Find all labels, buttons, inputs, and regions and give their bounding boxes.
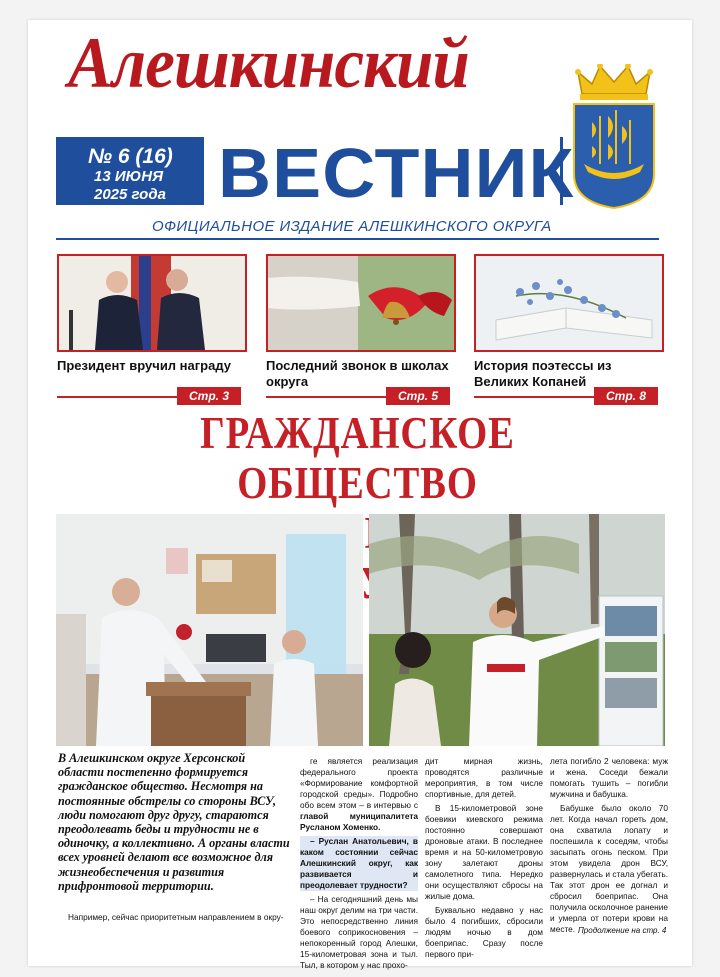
article-lead-text (58, 912, 294, 923)
newspaper-page (28, 20, 692, 970)
teaser-last-bell-caption: Последний звонок в школах округа (266, 358, 449, 389)
headline-line-1: ГРАЖДАНСКОЕ ОБЩЕСТВО (200, 408, 515, 508)
teaser-poetess-photo (474, 254, 664, 352)
article-column-3 (425, 756, 543, 963)
continued-note[interactable]: Продолжение на стр. 4 (578, 926, 667, 935)
article-column-4 (550, 756, 668, 938)
page-ref-poetess[interactable]: Стр. 8 (594, 387, 658, 405)
page-ref-line-3 (474, 396, 594, 398)
coat-of-arms-emblem (570, 64, 658, 209)
masthead-name: ВЕСТНИК (218, 134, 575, 212)
article-lead: В Алешкинском округе Херсонской области постепенно формируется гражданское общество. Несмотря на постоянные обстрелы со стороны ВСУ, люди помогают друг другу, стараются преодолевать беды и трудности не в одиночку, а коллективно. А органы власти всех уровней делают все возможное для жизнеобеспечения и развития прифронтовой территории. (58, 751, 290, 893)
page-ref-award[interactable]: Стр. 3 (177, 387, 241, 405)
col3-paragraph-1: дит мирная жизнь, проводятся различные мероприятия, в том числе спортивные, для детей. (425, 756, 543, 799)
article-column-2 (300, 756, 418, 974)
issue-number: № 6 (16) (88, 145, 173, 168)
article-lead-text-span: Например, сейчас приоритетным направлением в окру- (68, 912, 284, 922)
photo-doctor-office (56, 514, 363, 746)
col2-question: – Руслан Анатольевич, в каком состоянии сейчас Алешкинский округ, как развивается и преодолевает трудности? (300, 836, 418, 890)
issue-year: 2025 года (94, 186, 166, 203)
page-ref-line-1 (57, 396, 177, 398)
col4-paragraph-2: Бабушке было около 70 лет. Когда начал гореть дом, она схватила лопату и поспешила к соседям, чтобы засыпать огонь песком. При этом увидела дрон ВСУ, развернулась и стала убегать. Так этот дрон ее догнал и сбросил боеприпас. Она получила осколочное ранение и умерла от потери крови на месте. (550, 803, 668, 934)
teaser-poetess-caption: История поэтессы из Великих Копаней (474, 358, 612, 389)
page-ref-last-bell[interactable]: Стр. 5 (386, 387, 450, 405)
teaser-poetess[interactable] (474, 254, 664, 390)
col3-paragraph-3: Буквально недавно у нас было 4 погибших, сбросили людям ночью в дом боеприпас. Сразу после первого при- (425, 905, 543, 959)
masthead-title: Алешкинский (68, 23, 469, 103)
col2-p1-bold: главой муниципалитета Русланом Хоменко. (300, 811, 418, 832)
teaser-award-caption: Президент вручил награду (57, 358, 231, 373)
teaser-last-bell-photo (266, 254, 456, 352)
masthead-tagline: ОФИЦИАЛЬНОЕ ИЗДАНИЕ АЛЕШКИНСКОГО ОКРУГА (152, 218, 552, 235)
col2-paragraph-2: – На сегодняшний день мы наш округ делим на три части. Это непосредственно линия боевого соприкосновения – непокоренный город Алешки, 15-километровая зона и тыл. Тыл, в котором у нас прохо- (300, 894, 418, 970)
teaser-award-photo (57, 254, 247, 352)
teaser-award[interactable] (57, 254, 247, 374)
issue-date: 13 ИЮНЯ (94, 168, 164, 185)
col2-p1-text: ге является реализация федерального проекта «Формирование комфортной городской среды». Подробно обо всем этом – в интервью с (300, 756, 418, 810)
teaser-last-bell[interactable] (266, 254, 456, 390)
page-ref-line-2 (266, 396, 386, 398)
photo-outdoor-presentation (369, 514, 665, 746)
issue-info (88, 146, 173, 204)
col3-paragraph-2: В 15-километровой зоне боевики киевского режима постоянно совершают дроновые атаки. В последнее время и на 50-километровую зону залетают дроны самолетного типа. Нередко они осуществляют сбросы на жилые дома. (425, 803, 543, 901)
masthead-rule (56, 238, 659, 240)
col2-paragraph-1 (300, 756, 418, 833)
col4-paragraph-1: лета погибло 2 человека: муж и жена. Соседи бежали помогать тушить – погибли мужчина и бабушка. (550, 756, 668, 799)
